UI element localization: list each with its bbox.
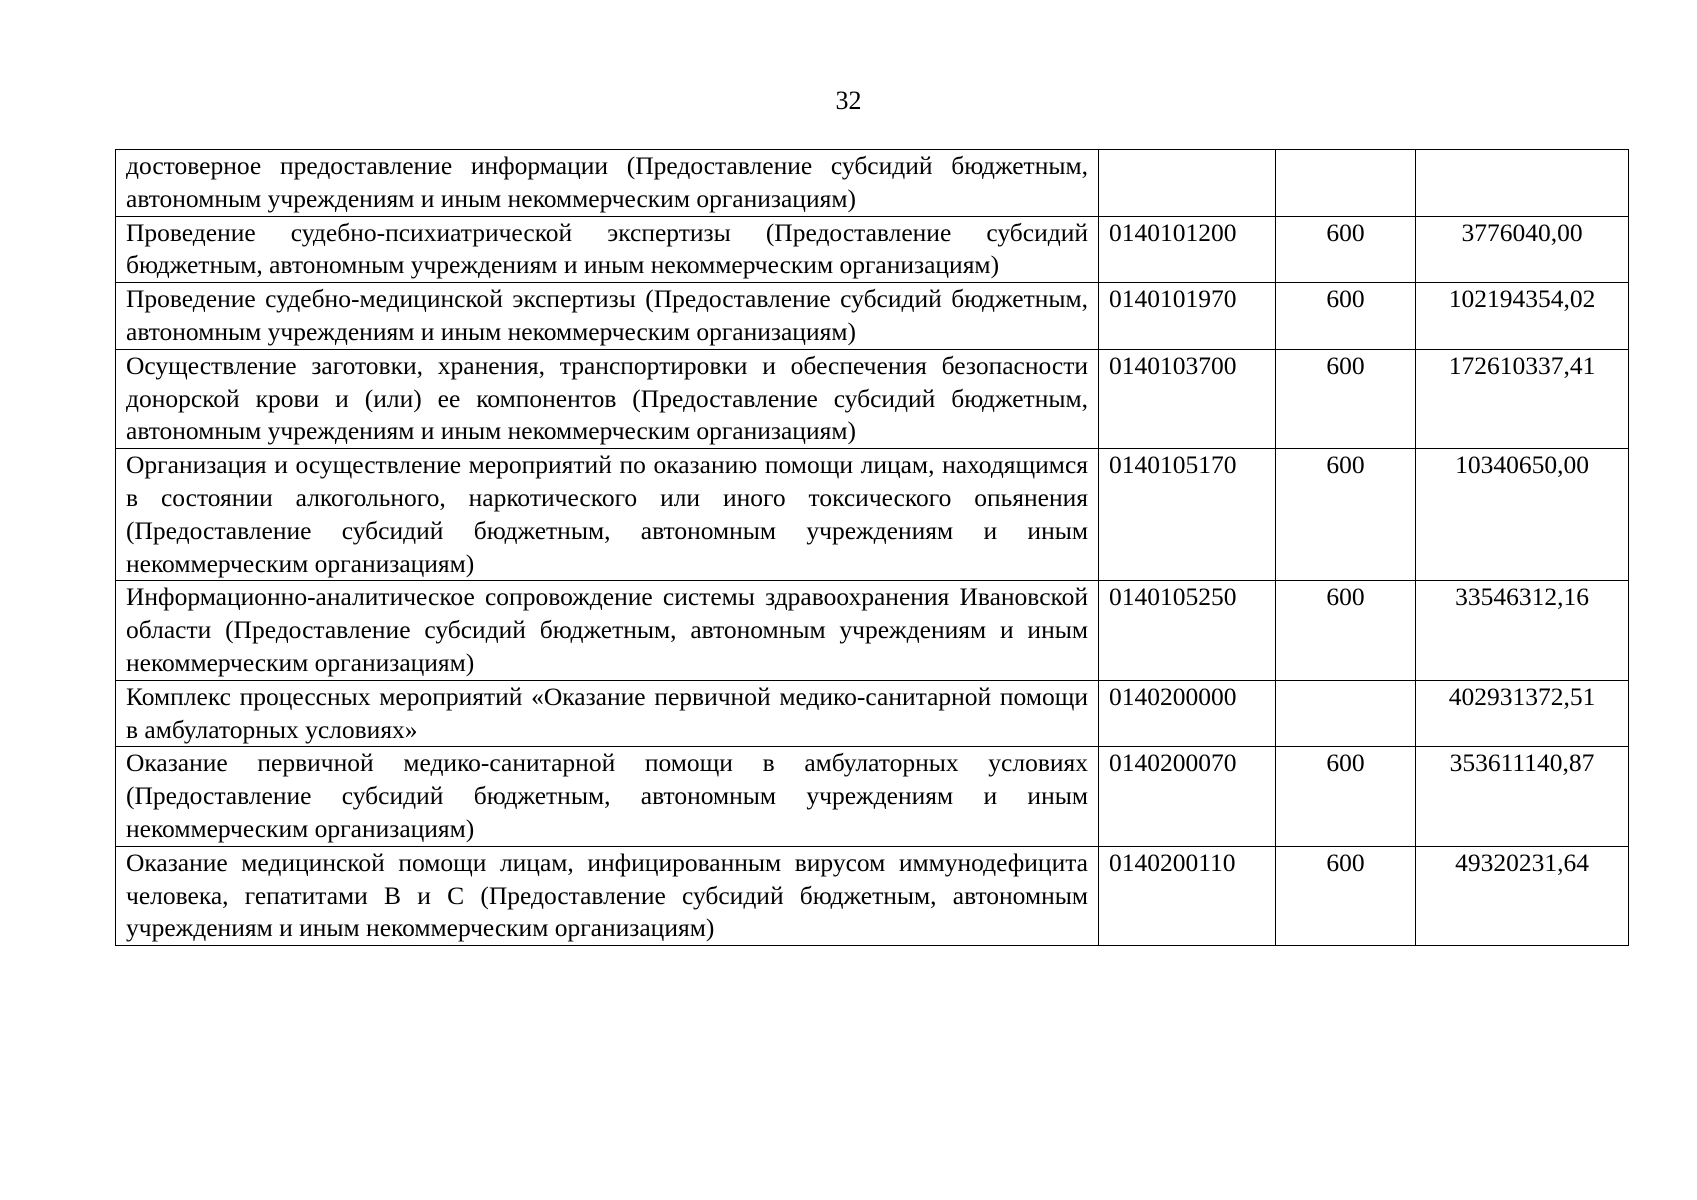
table-row [116,581,1629,680]
budget-table [115,149,1629,946]
row-code-cell: 0140101970 [1099,283,1276,350]
row-name-cell: Проведение судебно-психиатрической экспертизы (Предоставление субсидий бюджетным, автономным учреждениям и иным некоммерческим организациям) [116,216,1099,283]
table-row [116,449,1629,581]
row-sum-cell: 172610337,41 [1416,349,1629,448]
row-name-cell: Проведение судебно-медицинской экспертизы (Предоставление субсидий бюджетным, автономным учреждениям и иным некоммерческим организациям) [116,283,1099,350]
row-code-cell: 0140200070 [1099,747,1276,846]
row-code-cell: 0140101200 [1099,216,1276,283]
row-type-cell [1276,680,1416,747]
row-sum-cell: 402931372,51 [1416,680,1629,747]
row-code-cell: 0140105250 [1099,581,1276,680]
row-sum-cell: 49320231,64 [1416,846,1629,945]
row-code-cell: 0140103700 [1099,349,1276,448]
table-row [116,150,1629,217]
table-row [116,216,1629,283]
row-type-cell: 600 [1276,846,1416,945]
row-type-cell: 600 [1276,449,1416,581]
row-name-cell: Оказание медицинской помощи лицам, инфицированным вирусом иммунодефицита человека, гепатитами B и C (Предоставление субсидий бюджетным, автономным учреждениям и иным некоммерческим организациям) [116,846,1099,945]
row-code-cell: 0140200000 [1099,680,1276,747]
row-sum-cell: 353611140,87 [1416,747,1629,846]
row-type-cell: 600 [1276,216,1416,283]
table-row [116,349,1629,448]
table-row [116,747,1629,846]
table-row [116,846,1629,945]
page-number: 32 [835,86,862,115]
row-code-cell [1099,150,1276,217]
row-sum-cell: 10340650,00 [1416,449,1629,581]
row-name-cell: Организация и осуществление мероприятий по оказанию помощи лицам, находящимся в состоянии алкогольного, наркотического или иного токсического опьянения (Предоставление субсидий бюджетным, автономным учреждениям и иным некоммерческим организациям) [116,449,1099,581]
row-sum-cell: 33546312,16 [1416,581,1629,680]
table-row [116,680,1629,747]
row-name-cell: Информационно-аналитическое сопровождение системы здравоохранения Ивановской области (Предоставление субсидий бюджетным, автономным учреждениям и иным некоммерческим организациям) [116,581,1099,680]
row-type-cell: 600 [1276,581,1416,680]
row-sum-cell: 102194354,02 [1416,283,1629,350]
row-code-cell: 0140200110 [1099,846,1276,945]
row-name-cell: достоверное предоставление информации (Предоставление субсидий бюджетным, автономным учреждениям и иным некоммерческим организациям) [116,150,1099,217]
table-row [116,283,1629,350]
row-sum-cell: 3776040,00 [1416,216,1629,283]
row-sum-cell [1416,150,1629,217]
row-type-cell: 600 [1276,349,1416,448]
row-type-cell: 600 [1276,747,1416,846]
row-name-cell: Комплекс процессных мероприятий «Оказание первичной медико-санитарной помощи в амбулаторных условиях» [116,680,1099,747]
row-name-cell: Оказание первичной медико-санитарной помощи в амбулаторных условиях (Предоставление субсидий бюджетным, автономным учреждениям и иным некоммерческим организациям) [116,747,1099,846]
row-code-cell: 0140105170 [1099,449,1276,581]
row-type-cell [1276,150,1416,217]
row-name-cell: Осуществление заготовки, хранения, транспортировки и обеспечения безопасности донорской крови и (или) ее компонентов (Предоставление субсидий бюджетным, автономным учреждениям и иным некоммерческим организациям) [116,349,1099,448]
row-type-cell: 600 [1276,283,1416,350]
